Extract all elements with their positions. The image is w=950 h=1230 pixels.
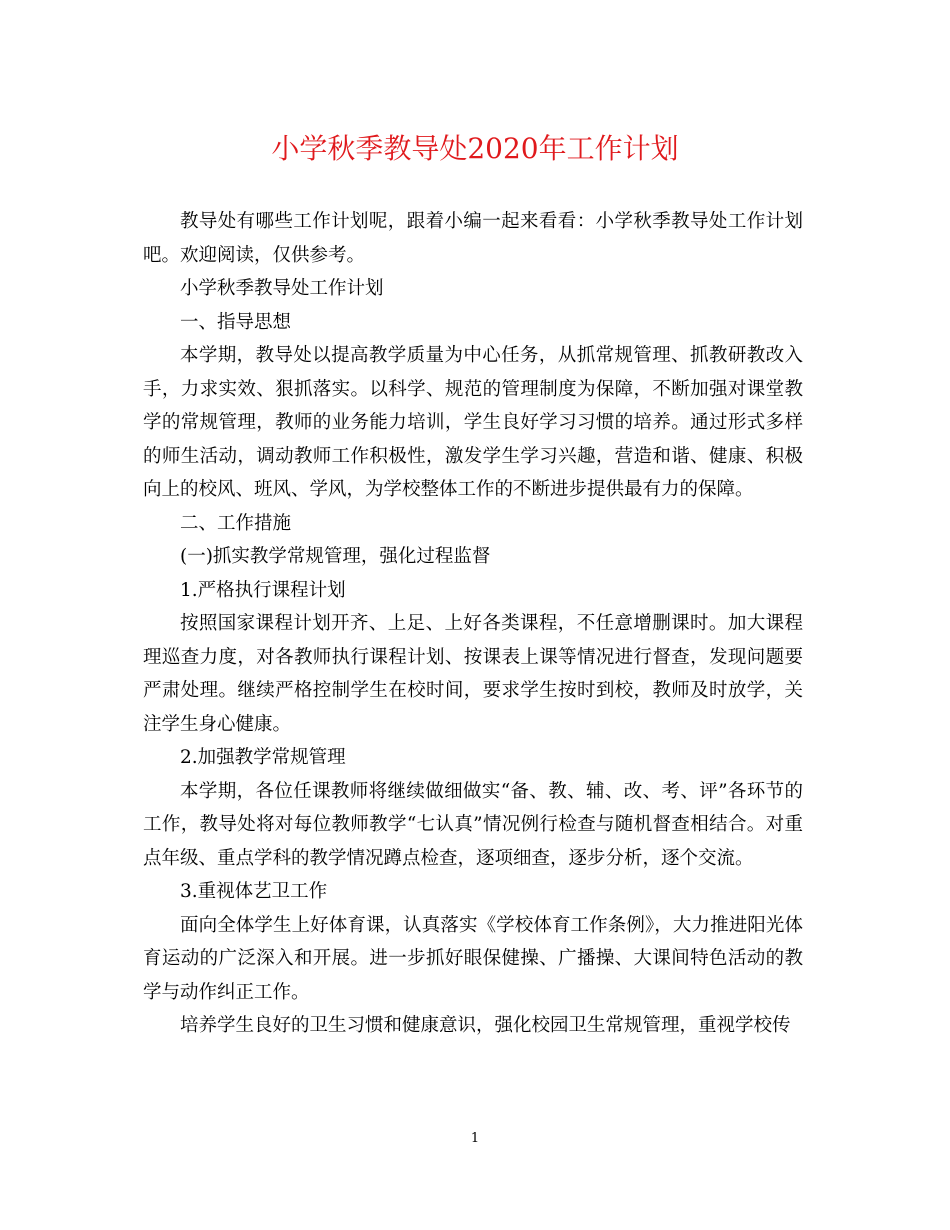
paragraph-sports: 面向全体学生上好体育课，认真落实《学校体育工作条例》，大力推进阳光体育运动的广泛深入和开展。进一步抓好眼保健操、广播操、大课间特色活动的教学与动作纠正工作。 [143,914,803,1003]
heading-teaching-routine: (一)抓实教学常规管理，强化过程监督 [180,546,491,567]
paragraph-subtitle: 小学秋季教导处工作计划 [180,278,384,299]
heading-routine-management: 2.加强教学常规管理 [180,747,346,768]
heading-course-plan: 1.严格执行课程计划 [180,579,346,601]
heading-work-measures: 二、工作措施 [180,512,292,534]
paragraph-guiding-ideology: 本学期，教导处以提高教学质量为中心任务，从抓常规管理、抓教研教改入手，力求实效、狠抓落实。以科学、规范的管理制度为保障，不断加强对课堂教学的常规管理，教师的业务能力培训，学生良好学习习惯的培养。通过形式多样的师生活动，调动教师工作积极性，激发学生学习兴趣，营造和谐、健康、积极向上的校风、班风、学风，为学校整体工作的不断进步提供最有力的保障。 [143,345,803,500]
paragraph-routine-management: 本学期，各位任课教师将继续做细做实“备、教、辅、改、考、评”各环节的工作，教导处将对每位教师教学“七认真”情况例行检查与随机督查相结合。对重点年级、重点学科的教学情况蹲点检查，逐项细查，逐步分析，逐个交流。 [143,780,803,869]
paragraph-intro: 教导处有哪些工作计划呢，跟着小编一起来看看：小学秋季教导处工作计划吧。欢迎阅读，仅供参考。 [143,211,803,266]
document-body [143,205,803,1043]
heading-guiding-ideology: 一、指导思想 [180,311,292,333]
heading-sports-arts-health: 3.重视体艺卫工作 [180,881,328,902]
document-title: 小学秋季教导处2020年工作计划 [271,132,679,165]
paragraph-course-plan: 按照国家课程计划开齐、上足、上好各类课程，不任意增删课时。加大课程理巡查力度，对各教师执行课程计划、按课表上课等情况进行督查，发现问题要严肃处理。继续严格控制学生在校时间，要求学生按时到校，教师及时放学，关注学生身心健康。 [143,613,803,735]
page-number: 1 [470,1131,480,1146]
paragraph-health: 培养学生良好的卫生习惯和健康意识，强化校园卫生常规管理，重视学校传 [180,1015,791,1036]
